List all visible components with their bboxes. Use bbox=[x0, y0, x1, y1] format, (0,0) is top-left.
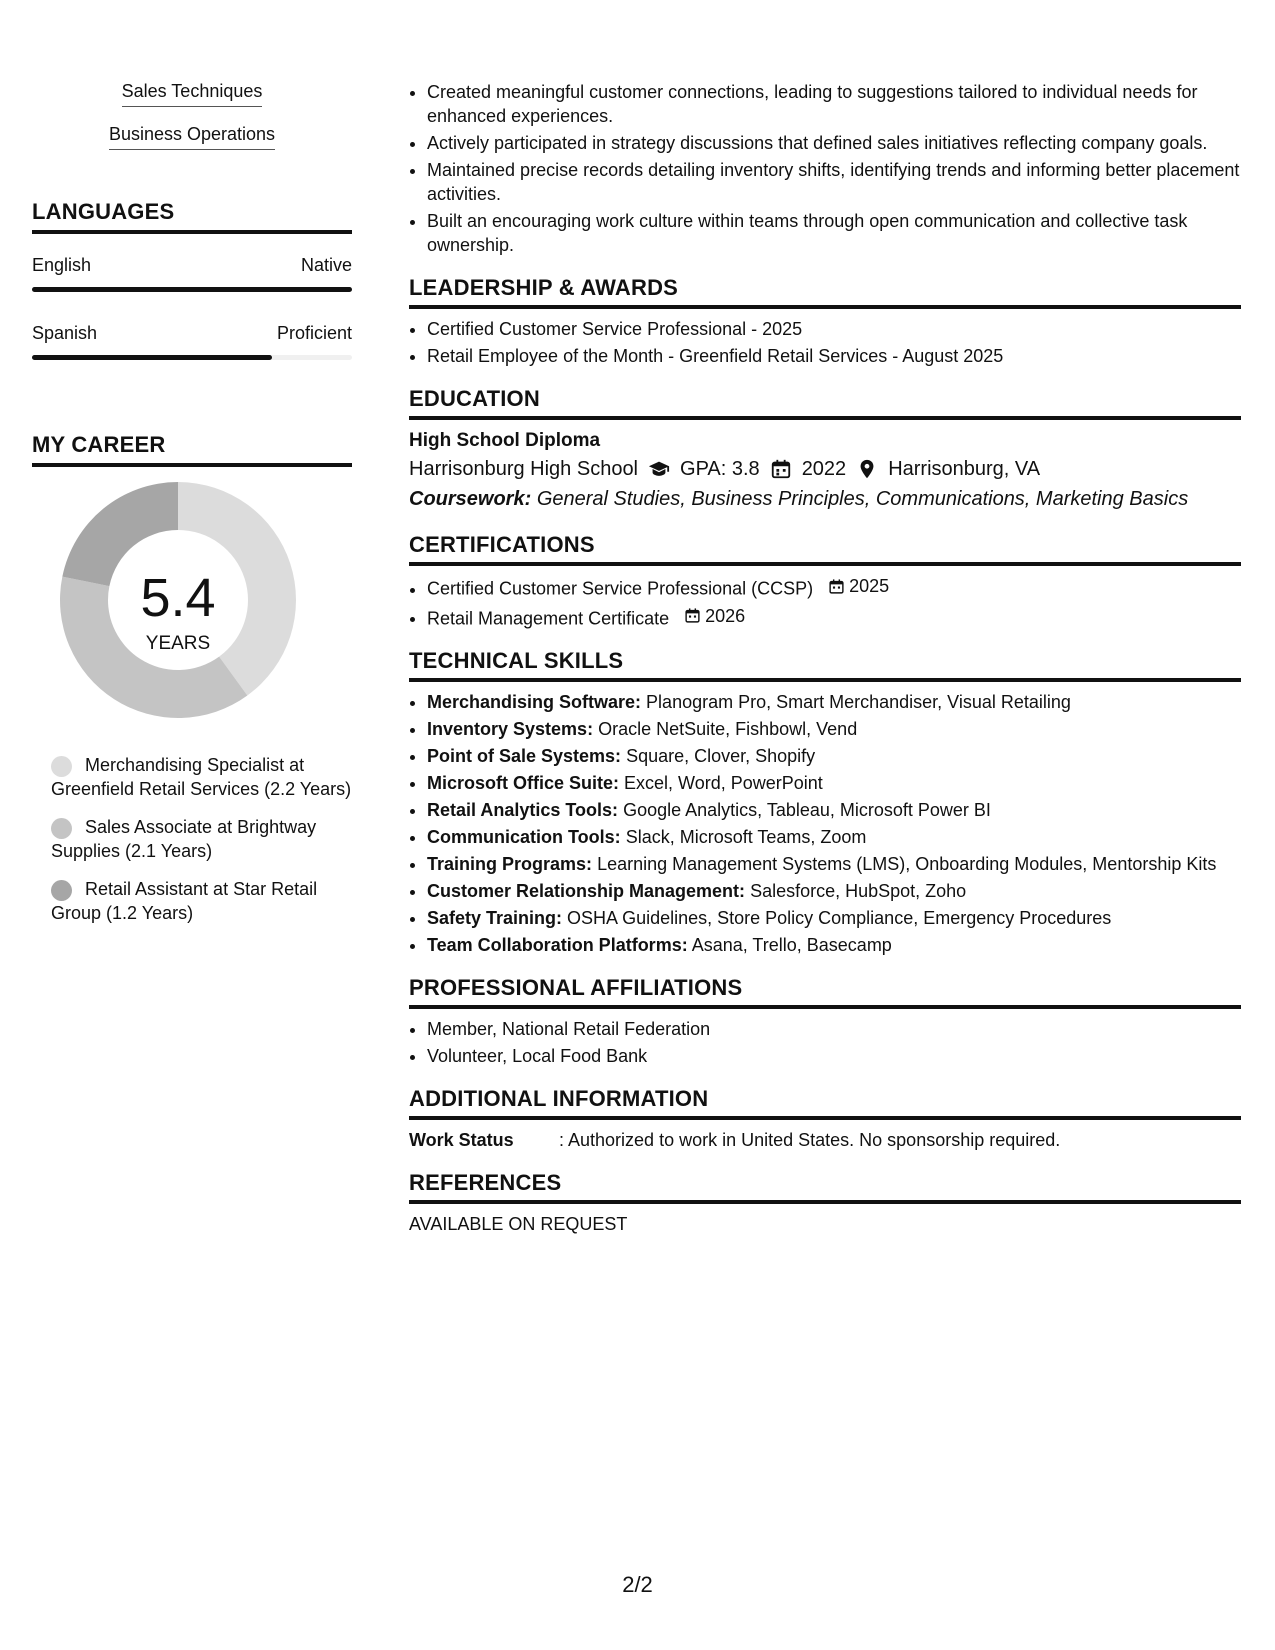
language-level: Native bbox=[300, 255, 352, 275]
skill-category: Safety Training: bbox=[427, 908, 563, 928]
skill-category: Retail Analytics Tools: bbox=[427, 800, 619, 820]
list-item: • Retail Employee of the Month - Greenfield Retail Services - August 2025 bbox=[427, 344, 1241, 368]
references-text: AVAILABLE ON REQUEST bbox=[409, 1214, 628, 1234]
list-item bbox=[427, 717, 1241, 741]
language-item bbox=[32, 254, 352, 292]
skill-values: OSHA Guidelines, Store Policy Compliance, Emergency Procedures bbox=[567, 908, 1112, 928]
certification-year: 2025 bbox=[849, 576, 890, 596]
career-unit: YEARS bbox=[145, 633, 211, 654]
list-item: • Certified Customer Service Professional - 2025 bbox=[427, 317, 1241, 341]
education-entry bbox=[409, 428, 1241, 514]
language-bar-fill bbox=[32, 355, 272, 360]
school-name: Harrisonburg High School bbox=[409, 458, 639, 480]
technical-skills-heading: TECHNICAL SKILLS bbox=[409, 648, 1241, 682]
language-bar-fill bbox=[32, 287, 352, 292]
skill-values: Planogram Pro, Smart Merchandiser, Visual Retailing bbox=[646, 692, 1071, 712]
work-status-value: : Authorized to work in United States. No sponsorship required. bbox=[559, 1130, 1061, 1150]
calendar-icon bbox=[770, 458, 792, 480]
list-item: • Created meaningful customer connections, leading to suggestions tailored to individual needs for enhanced experiences. bbox=[427, 80, 1241, 128]
skill-tags bbox=[32, 80, 352, 150]
list-item bbox=[427, 798, 1241, 822]
career-legend-text: Merchandising Specialist at Greenfield Retail Services (2.2 Years) bbox=[51, 755, 352, 799]
skill-values: Asana, Trello, Basecamp bbox=[691, 935, 892, 955]
leadership-list bbox=[409, 317, 1241, 368]
technical-skills-list bbox=[409, 690, 1241, 957]
language-bar bbox=[32, 287, 352, 292]
leadership-heading: LEADERSHIP & AWARDS bbox=[409, 275, 1241, 309]
work-status-row bbox=[409, 1128, 1241, 1152]
legend-dot bbox=[51, 818, 72, 839]
skill-values: Learning Management Systems (LMS), Onboarding Modules, Mentorship Kits bbox=[597, 854, 1217, 874]
list-item: • Maintained precise records detailing inventory shifts, identifying trends and informing better placement activities. bbox=[427, 158, 1241, 206]
career-legend bbox=[32, 753, 352, 925]
coursework-list: General Studies, Business Principles, Communications, Marketing Basics bbox=[536, 488, 1189, 510]
career-legend-text: Retail Assistant at Star Retail Group (1.2 Years) bbox=[51, 879, 318, 923]
skill-values: Square, Clover, Shopify bbox=[626, 746, 816, 766]
list-item bbox=[427, 744, 1241, 768]
career-total: 5.4 bbox=[140, 568, 216, 628]
skill-values: Slack, Microsoft Teams, Zoom bbox=[625, 827, 867, 847]
language-level: Proficient bbox=[276, 323, 352, 343]
school-location: Harrisonburg, VA bbox=[888, 458, 1041, 480]
skill-category: Customer Relationship Management: bbox=[427, 881, 746, 901]
certifications-list bbox=[409, 574, 1241, 630]
language-item bbox=[32, 322, 352, 360]
list-item bbox=[427, 906, 1241, 930]
career-donut-chart bbox=[32, 475, 352, 735]
page-number: 2/2 bbox=[622, 1572, 653, 1597]
skill-category: Inventory Systems: bbox=[427, 719, 594, 739]
language-name: Spanish bbox=[32, 323, 98, 343]
affiliations-list bbox=[409, 1017, 1241, 1068]
list-item bbox=[427, 825, 1241, 849]
skill-values: Excel, Word, PowerPoint bbox=[624, 773, 823, 793]
list-item: • Volunteer, Local Food Bank bbox=[427, 1044, 1241, 1068]
coursework bbox=[409, 484, 1241, 514]
career-legend-item bbox=[51, 753, 352, 801]
languages-heading: LANGUAGES bbox=[32, 199, 352, 234]
skill-values: Salesforce, HubSpot, Zoho bbox=[750, 881, 967, 901]
location-pin-icon bbox=[856, 458, 878, 480]
list-item: • Actively participated in strategy discussions that defined sales initiatives reflecting company goals. bbox=[427, 131, 1241, 155]
left-column bbox=[32, 80, 352, 939]
calendar-icon bbox=[684, 607, 701, 624]
skill-category: Training Programs: bbox=[427, 854, 593, 874]
list-item bbox=[427, 933, 1241, 957]
skill-values: Google Analytics, Tableau, Microsoft Power BI bbox=[623, 800, 991, 820]
skill-category: Team Collaboration Platforms: bbox=[427, 935, 688, 955]
calendar-icon bbox=[828, 578, 845, 595]
certification-year: 2026 bbox=[705, 605, 746, 626]
skill-category: Merchandising Software: bbox=[427, 692, 642, 712]
coursework-label: Coursework: bbox=[409, 488, 532, 510]
career-legend-text: Sales Associate at Brightway Supplies (2.1 Years) bbox=[51, 817, 317, 861]
education-heading: EDUCATION bbox=[409, 386, 1241, 420]
career-legend-item bbox=[51, 877, 352, 925]
list-item bbox=[427, 690, 1241, 714]
skill-tag: Sales Techniques bbox=[122, 80, 263, 107]
graduation-year: 2022 bbox=[801, 458, 847, 480]
legend-dot bbox=[51, 880, 72, 901]
list-item: • Member, National Retail Federation bbox=[427, 1017, 1241, 1041]
list-item bbox=[427, 879, 1241, 903]
career-legend-item bbox=[51, 815, 352, 863]
additional-info-heading: ADDITIONAL INFORMATION bbox=[409, 1086, 1241, 1120]
certification-name: Certified Customer Service Professional (CCSP) bbox=[427, 578, 814, 599]
references-heading: REFERENCES bbox=[409, 1170, 1241, 1204]
language-bar bbox=[32, 355, 352, 360]
work-status-label: Work Status bbox=[409, 1130, 514, 1150]
legend-dot bbox=[51, 756, 72, 777]
certifications-heading: CERTIFICATIONS bbox=[409, 532, 1241, 566]
affiliations-heading: PROFESSIONAL AFFILIATIONS bbox=[409, 975, 1241, 1009]
skill-category: Point of Sale Systems: bbox=[427, 746, 622, 766]
graduation-cap-icon bbox=[648, 458, 670, 480]
list-item bbox=[427, 771, 1241, 795]
gpa: GPA: 3.8 bbox=[680, 458, 760, 480]
skill-values: Oracle NetSuite, Fishbowl, Vend bbox=[598, 719, 858, 739]
list-item bbox=[427, 604, 1241, 631]
career-heading: MY CAREER bbox=[32, 432, 352, 467]
list-item: • Built an encouraging work culture within teams through open communication and collective task ownership. bbox=[427, 209, 1241, 257]
skill-category: Microsoft Office Suite: bbox=[427, 773, 620, 793]
list-item bbox=[427, 852, 1241, 876]
degree: High School Diploma bbox=[409, 430, 601, 451]
experience-bullets bbox=[409, 80, 1241, 257]
right-column bbox=[409, 80, 1241, 1236]
list-item bbox=[427, 574, 1241, 601]
skill-category: Communication Tools: bbox=[427, 827, 621, 847]
certification-name: Retail Management Certificate bbox=[427, 608, 670, 628]
language-name: English bbox=[32, 255, 92, 275]
education-details bbox=[409, 454, 1241, 484]
skill-tag: Business Operations bbox=[109, 123, 275, 150]
